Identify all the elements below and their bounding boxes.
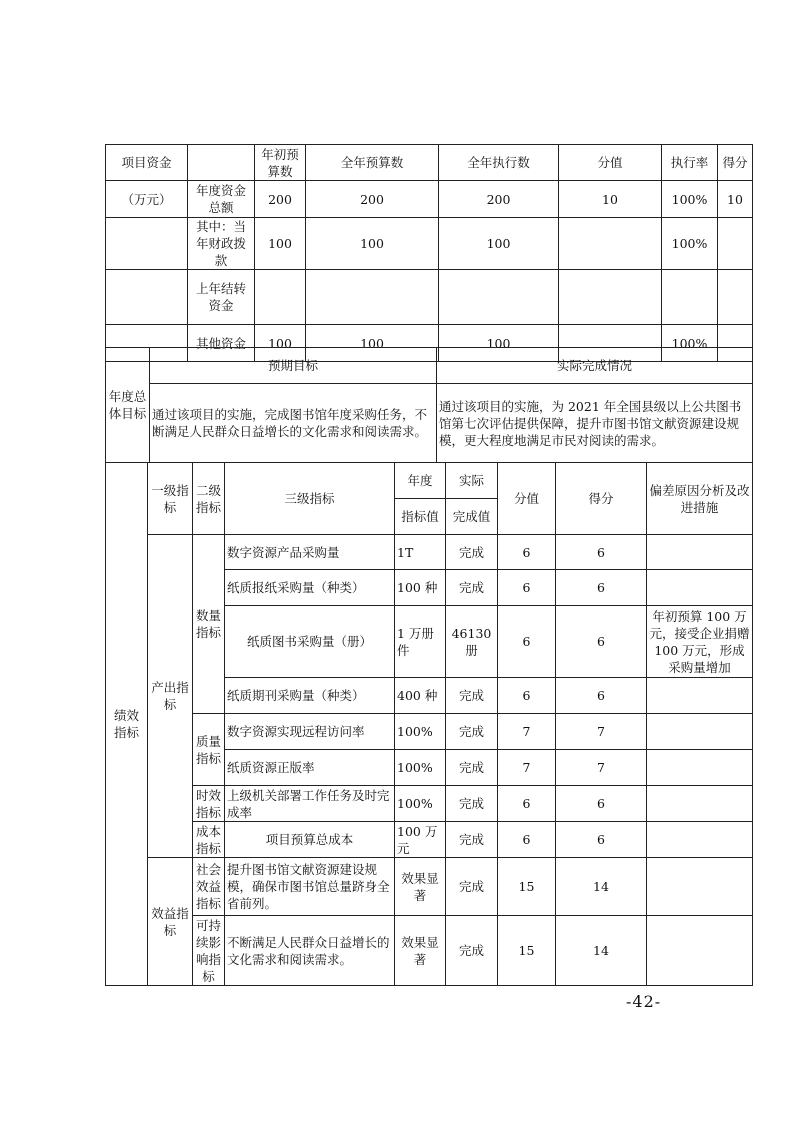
indicator-deviation — [647, 678, 753, 714]
indicator-score-value: 7 — [498, 750, 556, 786]
social-benefit-indicator-label: 社会效益指标 — [193, 858, 225, 916]
score-value-header: 分值 — [498, 463, 556, 535]
indicator-score: 6 — [556, 606, 647, 678]
funds-budget: 100 — [306, 325, 439, 362]
funds-initial: 100 — [255, 325, 306, 362]
indicator-actual: 完成 — [446, 535, 498, 570]
indicator-actual: 完成 — [446, 750, 498, 786]
indicator-actual: 完成 — [446, 916, 498, 986]
indicator-actual: 完成 — [446, 858, 498, 916]
indicator-target: 400 种 — [395, 678, 446, 714]
level1-header: 一级指标 — [148, 463, 193, 535]
funds-table — [105, 144, 753, 362]
funds-score — [718, 270, 753, 325]
indicator-name: 纸质报纸采购量（种类） — [225, 570, 395, 606]
funds-rate: 100% — [662, 218, 718, 270]
funds-score-value — [559, 218, 662, 270]
indicator-actual: 完成 — [446, 678, 498, 714]
funds-budget: 100 — [306, 218, 439, 270]
funds-score-value — [559, 270, 662, 325]
indicator-deviation — [647, 535, 753, 570]
indicator-deviation — [647, 570, 753, 606]
indicator-score: 6 — [556, 535, 647, 570]
funds-executed: 200 — [439, 181, 559, 218]
indicator-score: 6 — [556, 570, 647, 606]
indicator-score: 6 — [556, 786, 647, 822]
sustainable-impact-indicator-label: 可持续影响指标 — [193, 916, 225, 986]
table-row — [106, 714, 753, 750]
expected-goal-header: 预期目标 — [150, 348, 437, 384]
funds-budget: 200 — [306, 181, 439, 218]
quantity-indicator-label: 数量指标 — [193, 535, 225, 714]
indicator-target: 效果显著 — [395, 916, 446, 986]
indicator-actual: 完成 — [446, 570, 498, 606]
expected-goal-text: 通过该项目的实施，完成图书馆年度采购任务，不断满足人民群众日益增长的文化需求和阅读需求。 — [150, 384, 437, 463]
indicator-deviation — [647, 916, 753, 986]
indicator-deviation — [647, 786, 753, 822]
funds-score: 10 — [718, 181, 753, 218]
indicator-score-value: 6 — [498, 822, 556, 858]
indicator-score-value: 15 — [498, 858, 556, 916]
funds-row-name: 其中：当年财政拨款 — [188, 218, 255, 270]
funds-row-name: 其他资金 — [188, 325, 255, 362]
table-row — [106, 535, 753, 570]
indicator-target: 100 万元 — [395, 822, 446, 858]
actual-completion-text: 通过该项目的实施，为 2021 年全国县级以上公共图书馆第七次评估提供保障，提升市图书馆文献资源建设规模，更大程度地满足市民对阅读的需求。 — [437, 384, 753, 463]
cost-indicator-label: 成本指标 — [193, 822, 225, 858]
funds-header-budget: 全年预算数 — [306, 145, 439, 181]
indicator-target: 100% — [395, 750, 446, 786]
indicator-name: 纸质资源正版率 — [225, 750, 395, 786]
funds-budget — [306, 270, 439, 325]
funds-empty-cell — [188, 145, 255, 181]
indicator-score-value: 6 — [498, 678, 556, 714]
indicator-score: 6 — [556, 822, 647, 858]
funds-executed: 100 — [439, 325, 559, 362]
funds-rate: 100% — [662, 181, 718, 218]
funds-rate — [662, 270, 718, 325]
annual-goals-label: 年度总体目标 — [106, 348, 150, 463]
indicator-deviation — [647, 858, 753, 916]
table-row — [106, 822, 753, 858]
score-header: 得分 — [556, 463, 647, 535]
indicator-actual: 46130 册 — [446, 606, 498, 678]
actual-value-header: 完成值 — [446, 499, 498, 535]
indicator-score-value: 6 — [498, 606, 556, 678]
benefit-indicator-label: 效益指标 — [148, 858, 193, 986]
indicator-score: 7 — [556, 750, 647, 786]
indicator-score: 6 — [556, 678, 647, 714]
actual-header: 实际 — [446, 463, 498, 499]
indicator-actual: 完成 — [446, 822, 498, 858]
indicator-name: 纸质图书采购量（册） — [225, 606, 395, 678]
funds-row — [106, 218, 753, 270]
indicator-deviation — [647, 822, 753, 858]
indicator-score-value: 15 — [498, 916, 556, 986]
indicator-target: 1 万册件 — [395, 606, 446, 678]
funds-row — [106, 270, 753, 325]
funds-score-value: 10 — [559, 181, 662, 218]
indicator-actual: 完成 — [446, 714, 498, 750]
funds-score — [718, 218, 753, 270]
funds-header-executed: 全年执行数 — [439, 145, 559, 181]
indicator-score: 14 — [556, 916, 647, 986]
indicator-score: 7 — [556, 714, 647, 750]
indicator-name: 提升图书馆文献资源建设规模，确保市图书馆总量跻身全省前列。 — [225, 858, 395, 916]
funds-label: 项目资金 — [106, 145, 188, 181]
funds-unit: （万元） — [106, 181, 188, 218]
time-indicator-label: 时效指标 — [193, 786, 225, 822]
annual-goals-table — [105, 347, 753, 463]
funds-initial: 100 — [255, 218, 306, 270]
funds-header-score-value: 分值 — [559, 145, 662, 181]
table-row — [106, 858, 753, 916]
funds-row-name: 上年结转资金 — [188, 270, 255, 325]
indicator-target: 效果显著 — [395, 858, 446, 916]
level3-header: 三级指标 — [225, 463, 395, 535]
indicator-score-value: 6 — [498, 786, 556, 822]
funds-header-rate: 执行率 — [662, 145, 718, 181]
funds-executed — [439, 270, 559, 325]
funds-rate: 100% — [662, 325, 718, 362]
indicator-target: 100% — [395, 786, 446, 822]
indicator-score-value: 7 — [498, 714, 556, 750]
indicator-actual: 完成 — [446, 786, 498, 822]
level2-header: 二级指标 — [193, 463, 225, 535]
quality-indicator-label: 质量指标 — [193, 714, 225, 786]
table-row — [106, 916, 753, 986]
page-number: -42- — [626, 992, 662, 1011]
funds-row — [106, 181, 753, 218]
performance-table — [105, 462, 753, 986]
funds-empty-cell — [106, 218, 188, 270]
actual-completion-header: 实际完成情况 — [437, 348, 753, 384]
funds-initial — [255, 270, 306, 325]
funds-row-name: 年度资金总额 — [188, 181, 255, 218]
funds-header-initial: 年初预算数 — [255, 145, 306, 181]
indicator-score: 14 — [556, 858, 647, 916]
indicator-deviation — [647, 750, 753, 786]
annual-header: 年度 — [395, 463, 446, 499]
performance-label: 绩效指标 — [106, 463, 148, 986]
indicator-target: 100% — [395, 714, 446, 750]
table-row — [106, 786, 753, 822]
funds-executed: 100 — [439, 218, 559, 270]
indicator-target: 1T — [395, 535, 446, 570]
indicator-name: 不断满足人民群众日益增长的文化需求和阅读需求。 — [225, 916, 395, 986]
funds-initial: 200 — [255, 181, 306, 218]
output-indicator-label: 产出指标 — [148, 535, 193, 858]
funds-header-score: 得分 — [718, 145, 753, 181]
indicator-score-value: 6 — [498, 570, 556, 606]
funds-empty-cell — [106, 270, 188, 325]
deviation-header: 偏差原因分析及改进措施 — [647, 463, 753, 535]
indicator-deviation — [647, 714, 753, 750]
indicator-name: 数字资源实现远程访问率 — [225, 714, 395, 750]
indicator-name: 纸质期刊采购量（种类） — [225, 678, 395, 714]
indicator-target: 100 种 — [395, 570, 446, 606]
target-value-header: 指标值 — [395, 499, 446, 535]
indicator-name: 数字资源产品采购量 — [225, 535, 395, 570]
indicator-score-value: 6 — [498, 535, 556, 570]
indicator-name: 项目预算总成本 — [225, 822, 395, 858]
indicator-name: 上级机关部署工作任务及时完成率 — [225, 786, 395, 822]
indicator-deviation: 年初预算 100 万元，接受企业捐赠 100 万元，形成采购量增加 — [647, 606, 753, 678]
